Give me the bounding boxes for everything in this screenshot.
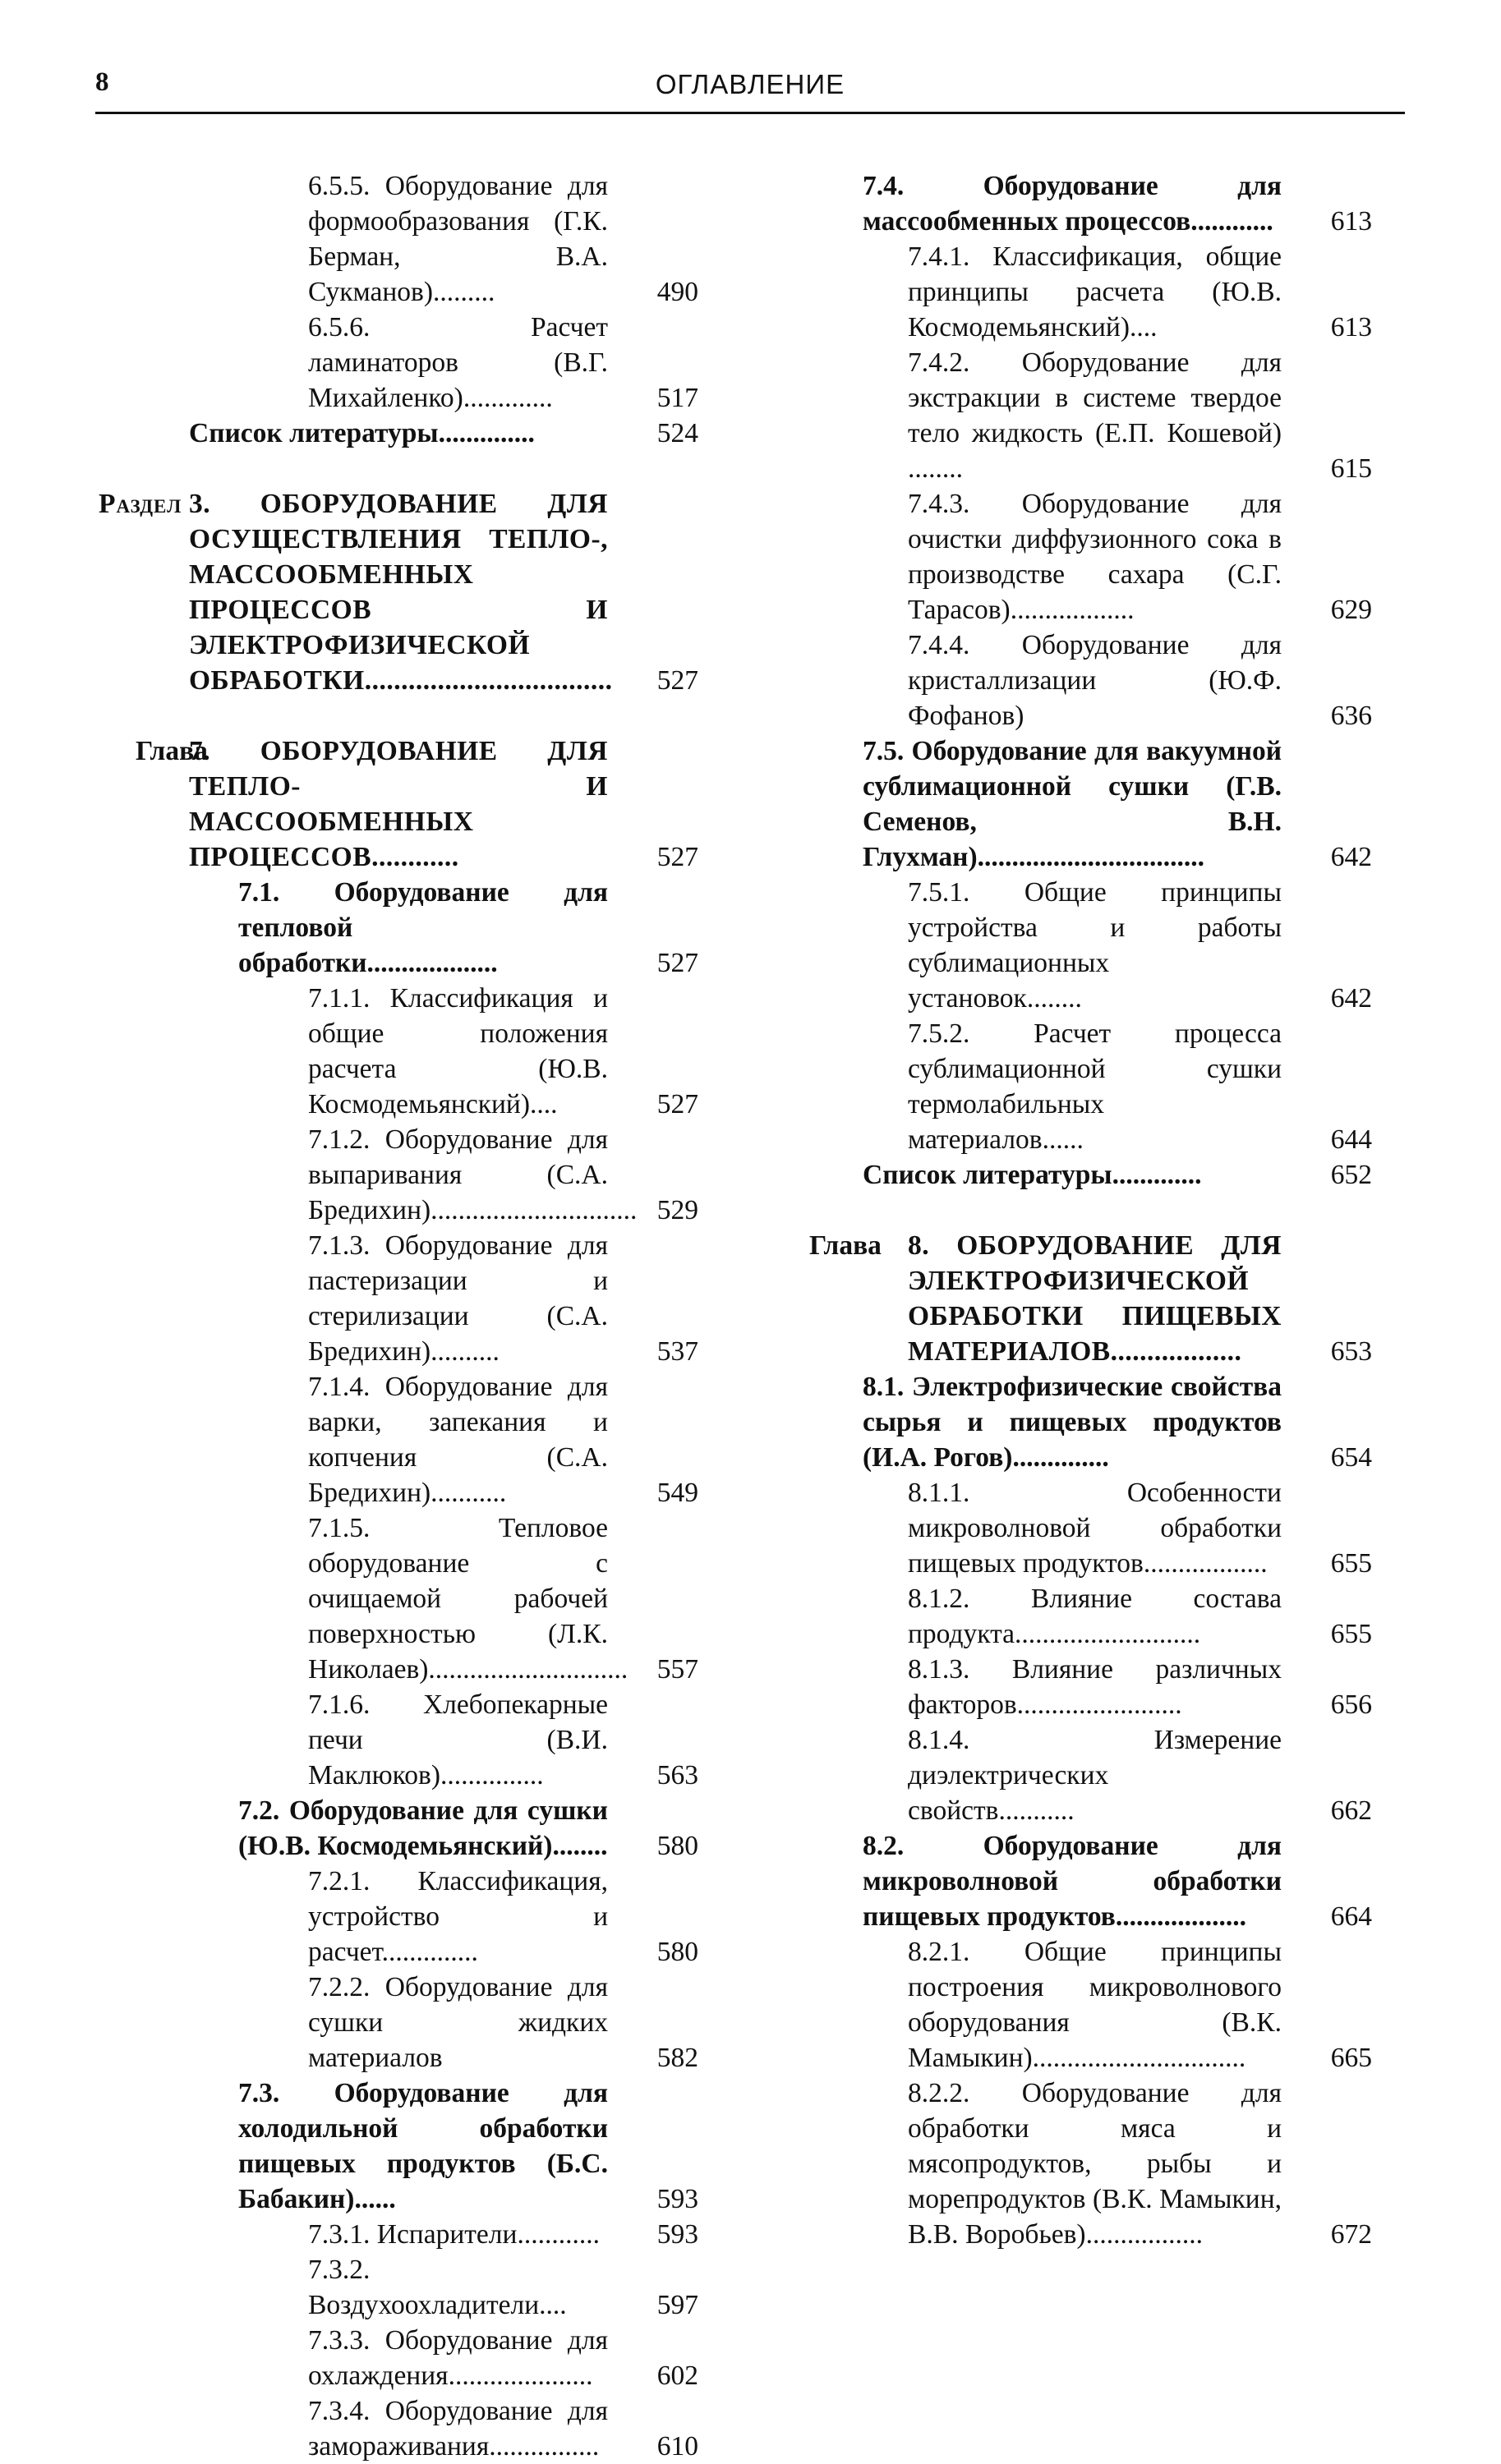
toc-entry[interactable] [809, 1652, 1372, 1722]
toc-entry-title: 7.5.2. Расчет процесса сублимационной сушки термолабильных материалов...... [908, 1018, 1282, 1155]
toc-entry-page: 527 [656, 948, 698, 978]
page-header [95, 67, 1405, 117]
toc-entry-title: Список литературы.............. [189, 418, 535, 448]
toc-entry-page: 517 [656, 383, 698, 413]
toc-entry[interactable] [99, 1369, 698, 1510]
toc-entry-page: 642 [1330, 842, 1372, 872]
toc-entry-page: 636 [1330, 701, 1372, 731]
toc-entry-page: 597 [656, 2290, 698, 2320]
toc-entry[interactable] [809, 1581, 1372, 1652]
toc-entry[interactable] [99, 310, 698, 416]
toc-entry-label: Глава [809, 1230, 882, 1261]
toc-entry-title: 3. ОБОРУДОВАНИЕ ДЛЯ ОСУЩЕСТВЛЕНИЯ ТЕПЛО-, МАССООБМЕННЫХ ПРОЦЕССОВ И ЭЛЕКТРОФИЗИЧЕСКОЙ ОБРАБОТКИ.................................. [189, 489, 613, 696]
toc-entry-page: 629 [1330, 595, 1372, 625]
toc-entry-page: 490 [656, 277, 698, 307]
toc-entry-page: 613 [1330, 312, 1372, 342]
toc-entry-title: 7.5. Оборудование для вакуумной сублимационной сушки (Г.В. Семенов, В.Н. Глухман)................................. [863, 736, 1282, 872]
toc-entry-title: 7.2.2. Оборудование для сушки жидких материалов [308, 1972, 608, 2073]
toc-entry-page: 654 [1330, 1442, 1372, 1473]
toc-entry[interactable] [99, 1122, 698, 1228]
toc-entry[interactable] [99, 1510, 698, 1687]
toc-entry-title: 7.2.1. Классификация, устройство и расчет.............. [308, 1866, 608, 1967]
toc-entry[interactable] [809, 239, 1372, 345]
toc-entry-title: 8.1.2. Влияние состава продукта........................... [908, 1584, 1282, 1649]
toc-entry-page: 644 [1330, 1124, 1372, 1155]
toc-entry-title: 7.5.1. Общие принципы устройства и работы сублимационных установок........ [908, 877, 1282, 1014]
toc-entry-title: 8.1.1. Особенности микроволновой обработки пищевых продуктов.................. [908, 1478, 1282, 1579]
toc-entry-page: 582 [656, 2043, 698, 2073]
toc-entry-title: 8. ОБОРУДОВАНИЕ ДЛЯ ЭЛЕКТРОФИЗИЧЕСКОЙ ОБРАБОТКИ ПИЩЕВЫХ МАТЕРИАЛОВ.................. [908, 1230, 1282, 1367]
toc-entry-page: 653 [1330, 1336, 1372, 1367]
toc-entry-page: 613 [1330, 206, 1372, 237]
toc-entry-page: 662 [1330, 1795, 1372, 1826]
toc-entry-title: 7.3.2. Воздухоохладители.... [308, 2255, 567, 2320]
toc-entry[interactable] [99, 1793, 698, 1864]
running-title: ОГЛАВЛЕНИЕ [655, 69, 845, 99]
toc-entry-page: 642 [1330, 983, 1372, 1014]
toc-entry[interactable] [809, 1934, 1372, 2076]
toc-entry[interactable] [99, 168, 698, 310]
toc-entry-title: 7.1. Оборудование для тепловой обработки................... [238, 877, 608, 978]
toc-entry-title: 7.3. Оборудование для холодильной обработки пищевых продуктов (Б.С. Бабакин)...... [238, 2078, 608, 2214]
toc-entry[interactable] [99, 2252, 698, 2323]
toc-entry-title: 8.1. Электрофизические свойства сырья и пищевых продуктов (И.А. Рогов).............. [863, 1372, 1282, 1473]
toc-entry[interactable] [809, 2076, 1372, 2252]
toc-entry-page: 529 [656, 1195, 698, 1225]
toc-entry-title: 7.1.2. Оборудование для выпаривания (С.А. Бредихин).............................. [308, 1124, 638, 1225]
toc-entry-title: 7.4.3. Оборудование для очистки диффузионного сока в производстве сахара (С.Г. Тарасов).................. [908, 489, 1282, 625]
header-rule [95, 112, 1405, 114]
toc-entry-title: 7.4.2. Оборудование для экстракции в системе твердое тело жидкость (Е.П. Кошевой) ........ [908, 347, 1282, 484]
toc-entry-title: 7.1.5. Тепловое оборудование с очищаемой рабочей поверхностью (Л.К. Николаев)............................. [308, 1513, 628, 1685]
toc-entry-title: 7.3.1. Испарители............ [308, 2219, 600, 2250]
toc-entry[interactable] [809, 875, 1372, 1016]
toc-entry-title: 7.2. Оборудование для сушки (Ю.В. Космодемьянский)........ [238, 1795, 608, 1861]
toc-entry-page: 527 [656, 842, 698, 872]
toc-entry[interactable] [809, 1228, 1372, 1369]
toc-entry-label: Раздел [99, 489, 182, 519]
toc-entry-page: 549 [656, 1478, 698, 1508]
toc-entry[interactable] [99, 2323, 698, 2393]
toc-entry[interactable] [99, 875, 698, 981]
toc-entry-page: 672 [1330, 2219, 1372, 2250]
toc-entry-page: 664 [1330, 1901, 1372, 1932]
toc-entry[interactable] [99, 733, 698, 875]
toc-entry-title: 8.1.4. Измерение диэлектрических свойств........... [908, 1725, 1282, 1826]
toc-entry[interactable] [99, 1228, 698, 1369]
toc-entry[interactable] [99, 2393, 698, 2464]
toc-entry[interactable] [99, 1687, 698, 1793]
toc-entry-page: 655 [1330, 1619, 1372, 1649]
toc-entry-page: 665 [1330, 2043, 1372, 2073]
toc-entry-page: 656 [1330, 1689, 1372, 1720]
toc-entry[interactable] [809, 1828, 1372, 1934]
toc-entry-title: 7. ОБОРУДОВАНИЕ ДЛЯ ТЕПЛО- И МАССООБМЕННЫХ ПРОЦЕССОВ............ [189, 736, 608, 872]
toc-entry[interactable] [99, 2076, 698, 2217]
toc-right-column [809, 168, 1372, 2252]
toc-entry-page: 557 [656, 1654, 698, 1685]
toc-entry-page: 563 [656, 1760, 698, 1791]
toc-entry[interactable] [809, 1016, 1372, 1157]
toc-left-column [99, 168, 698, 2464]
toc-entry-page: 524 [656, 418, 698, 448]
toc-entry-page: 610 [656, 2431, 698, 2462]
toc-entry-title: 7.1.4. Оборудование для варки, запекания и копчения (С.А. Бредихин)........... [308, 1372, 608, 1508]
toc-entry[interactable] [99, 1970, 698, 2076]
toc-entry[interactable] [809, 168, 1372, 239]
toc-entry[interactable] [809, 345, 1372, 486]
toc-entry[interactable] [809, 733, 1372, 875]
toc-entry-label: Глава [136, 736, 208, 766]
toc-entry-page: 580 [656, 1831, 698, 1861]
toc-entry[interactable] [809, 1157, 1372, 1193]
toc-entry-page: 537 [656, 1336, 698, 1367]
toc-entry[interactable] [809, 486, 1372, 627]
toc-entry-page: 615 [1330, 453, 1372, 484]
toc-entry-page: 593 [656, 2184, 698, 2214]
toc-entry-title: 7.1.3. Оборудование для пастеризации и стерилизации (С.А. Бредихин).......... [308, 1230, 608, 1367]
toc-entry-title: 6.5.5. Оборудование для формообразования (Г.К. Берман, В.А. Сукманов)......... [308, 171, 608, 307]
toc-entry-title: 8.2. Оборудование для микроволновой обработки пищевых продуктов................... [863, 1831, 1282, 1932]
toc-entry-page: 580 [656, 1937, 698, 1967]
toc-entry-title: 8.1.3. Влияние различных факторов........................ [908, 1654, 1282, 1720]
toc-entry[interactable] [809, 1475, 1372, 1581]
toc-entry[interactable] [99, 2217, 698, 2252]
toc-entry-page: 527 [656, 1089, 698, 1119]
toc-entry-title: 7.4.4. Оборудование для кристаллизации (Ю.Ф. Фофанов) [908, 630, 1282, 731]
toc-entry-page: 593 [656, 2219, 698, 2250]
page-number: 8 [95, 67, 109, 97]
toc-entry[interactable] [99, 981, 698, 1122]
toc-entry-page: 652 [1330, 1160, 1372, 1190]
toc-entry-title: 7.4.1. Классификация, общие принципы расчета (Ю.В. Космодемьянский).... [908, 241, 1282, 342]
toc-entry[interactable] [809, 1369, 1372, 1475]
toc-entry-title: 8.2.1. Общие принципы построения микроволнового оборудования (В.К. Мамыкин)............................... [908, 1937, 1282, 2073]
toc-entry-title: Список литературы............. [863, 1160, 1202, 1190]
toc-entry-title: 7.1.1. Классификация и общие положения расчета (Ю.В. Космодемьянский).... [308, 983, 608, 1119]
toc-entry[interactable] [99, 486, 698, 698]
toc-entry[interactable] [99, 416, 698, 451]
toc-entry[interactable] [809, 627, 1372, 733]
toc-entry-title: 7.3.3. Оборудование для охлаждения..................... [308, 2325, 608, 2391]
toc-entry[interactable] [99, 1864, 698, 1970]
toc-entry-page: 527 [656, 665, 698, 696]
toc-entry-title: 7.1.6. Хлебопекарные печи (В.И. Маклюков)............... [308, 1689, 608, 1791]
toc-entry-title: 6.5.6. Расчет ламинаторов (В.Г. Михайленко)............. [308, 312, 608, 413]
toc-entry-title: 8.2.2. Оборудование для обработки мяса и мясопродуктов, рыбы и морепродуктов (В.К. Мамыкин, В.В. Воробьев)................. [908, 2078, 1282, 2250]
toc-entry-page: 655 [1330, 1548, 1372, 1579]
toc-entry-title: 7.3.4. Оборудование для замораживания................ [308, 2396, 608, 2462]
toc-entry-title: 7.4. Оборудование для массообменных процессов............ [863, 171, 1282, 237]
toc-entry[interactable] [809, 1722, 1372, 1828]
toc-entry-page: 602 [656, 2361, 698, 2391]
